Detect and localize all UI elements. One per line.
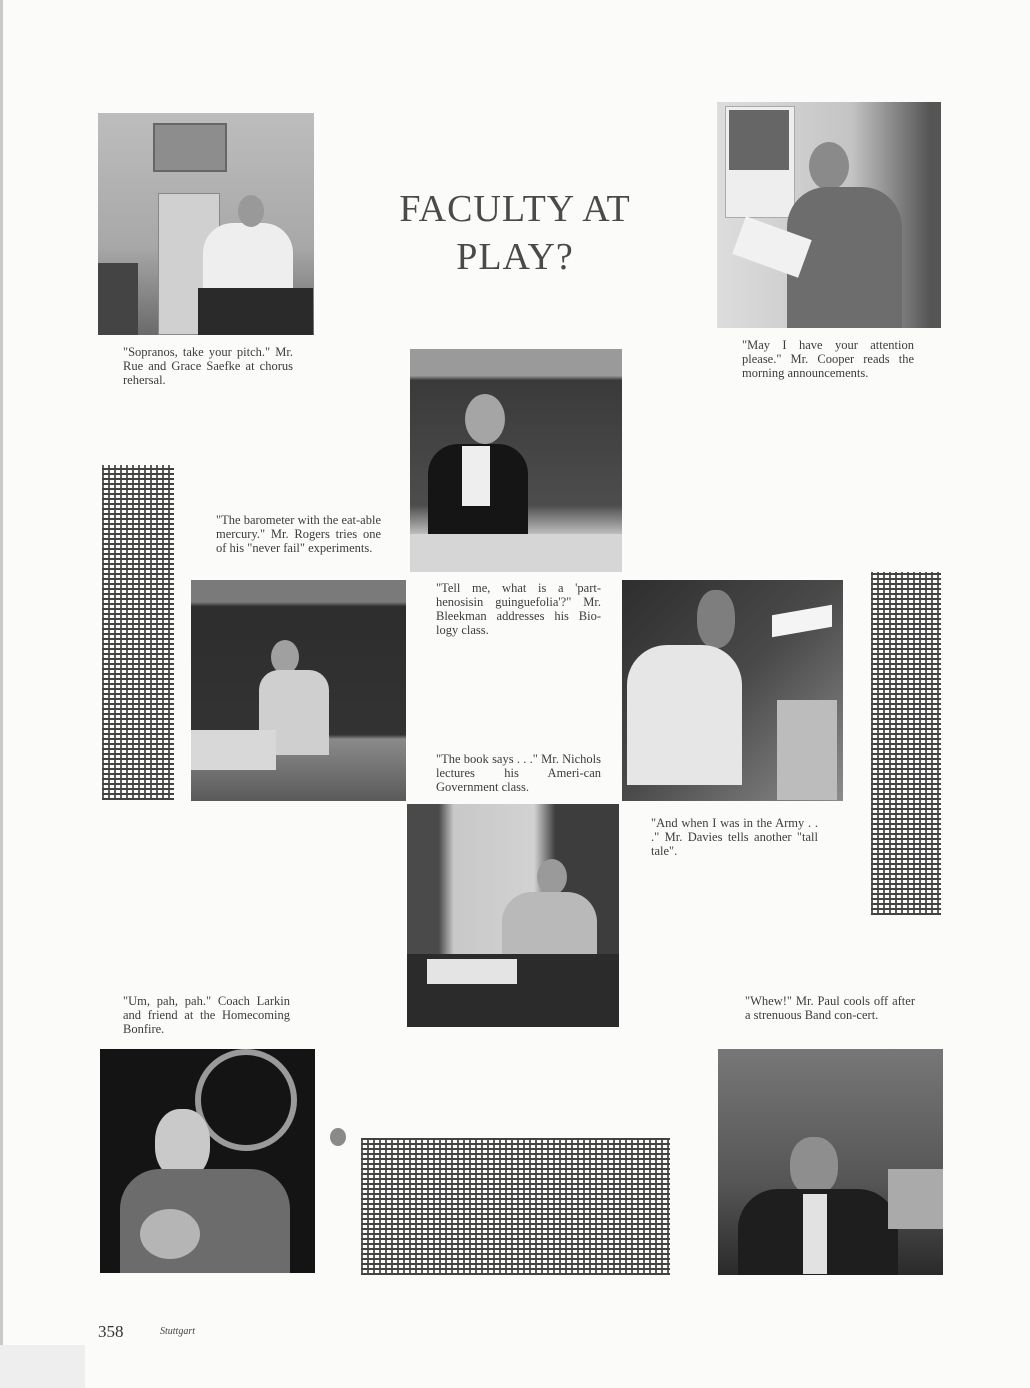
caption-paul: "Whew!" Mr. Paul cools off after a strenuous Band con-cert.: [745, 994, 915, 1022]
page-title: [330, 185, 700, 281]
title-line-2: PLAY?: [456, 236, 574, 278]
caption-larkin: "Um, pah, pah." Coach Larkin and friend at the Homecoming Bonfire.: [123, 994, 290, 1036]
caption-rogers: "The barometer with the eat-able mercury." Mr. Rogers tries one of his "never fail" experiments.: [216, 513, 381, 555]
title-line-1: FACULTY AT: [399, 188, 631, 230]
page-number: 358: [98, 1322, 124, 1341]
photo-rogers-experiment: [191, 580, 406, 801]
scan-margin: [0, 1345, 85, 1388]
caption-davies: "And when I was in the Army . . ." Mr. Davies tells another "tall tale".: [651, 816, 818, 858]
halftone-pattern-right: [871, 572, 941, 915]
caption-rue: "Sopranos, take your pitch." Mr. Rue and Grace Saefke at chorus rehersal.: [123, 345, 293, 387]
caption-cooper: "May I have your attention please." Mr. Cooper reads the morning announcements.: [742, 338, 914, 380]
caption-nichols: "The book says . . ." Mr. Nichols lectures his Ameri-can Government class.: [436, 752, 601, 794]
halftone-pattern-bottom: [361, 1138, 670, 1275]
photo-cooper-announcements: [717, 102, 941, 328]
photo-rue-chorus: [98, 113, 314, 335]
page-edge: [0, 0, 3, 1388]
halftone-pattern-left: [102, 465, 174, 800]
photo-larkin-bonfire: [100, 1049, 315, 1273]
photo-nichols-government: [407, 804, 619, 1027]
caption-bleekman: "Tell me, what is a 'part-henosisin guinguefolia'?" Mr. Bleekman addresses his Bio-logy class.: [436, 581, 601, 637]
school-name: Stuttgart: [160, 1326, 196, 1337]
photo-davies-tall-tale: [622, 580, 843, 801]
ink-spot: [330, 1128, 346, 1146]
photo-paul-band: [718, 1049, 943, 1275]
photo-bleekman-biology: [410, 349, 622, 572]
